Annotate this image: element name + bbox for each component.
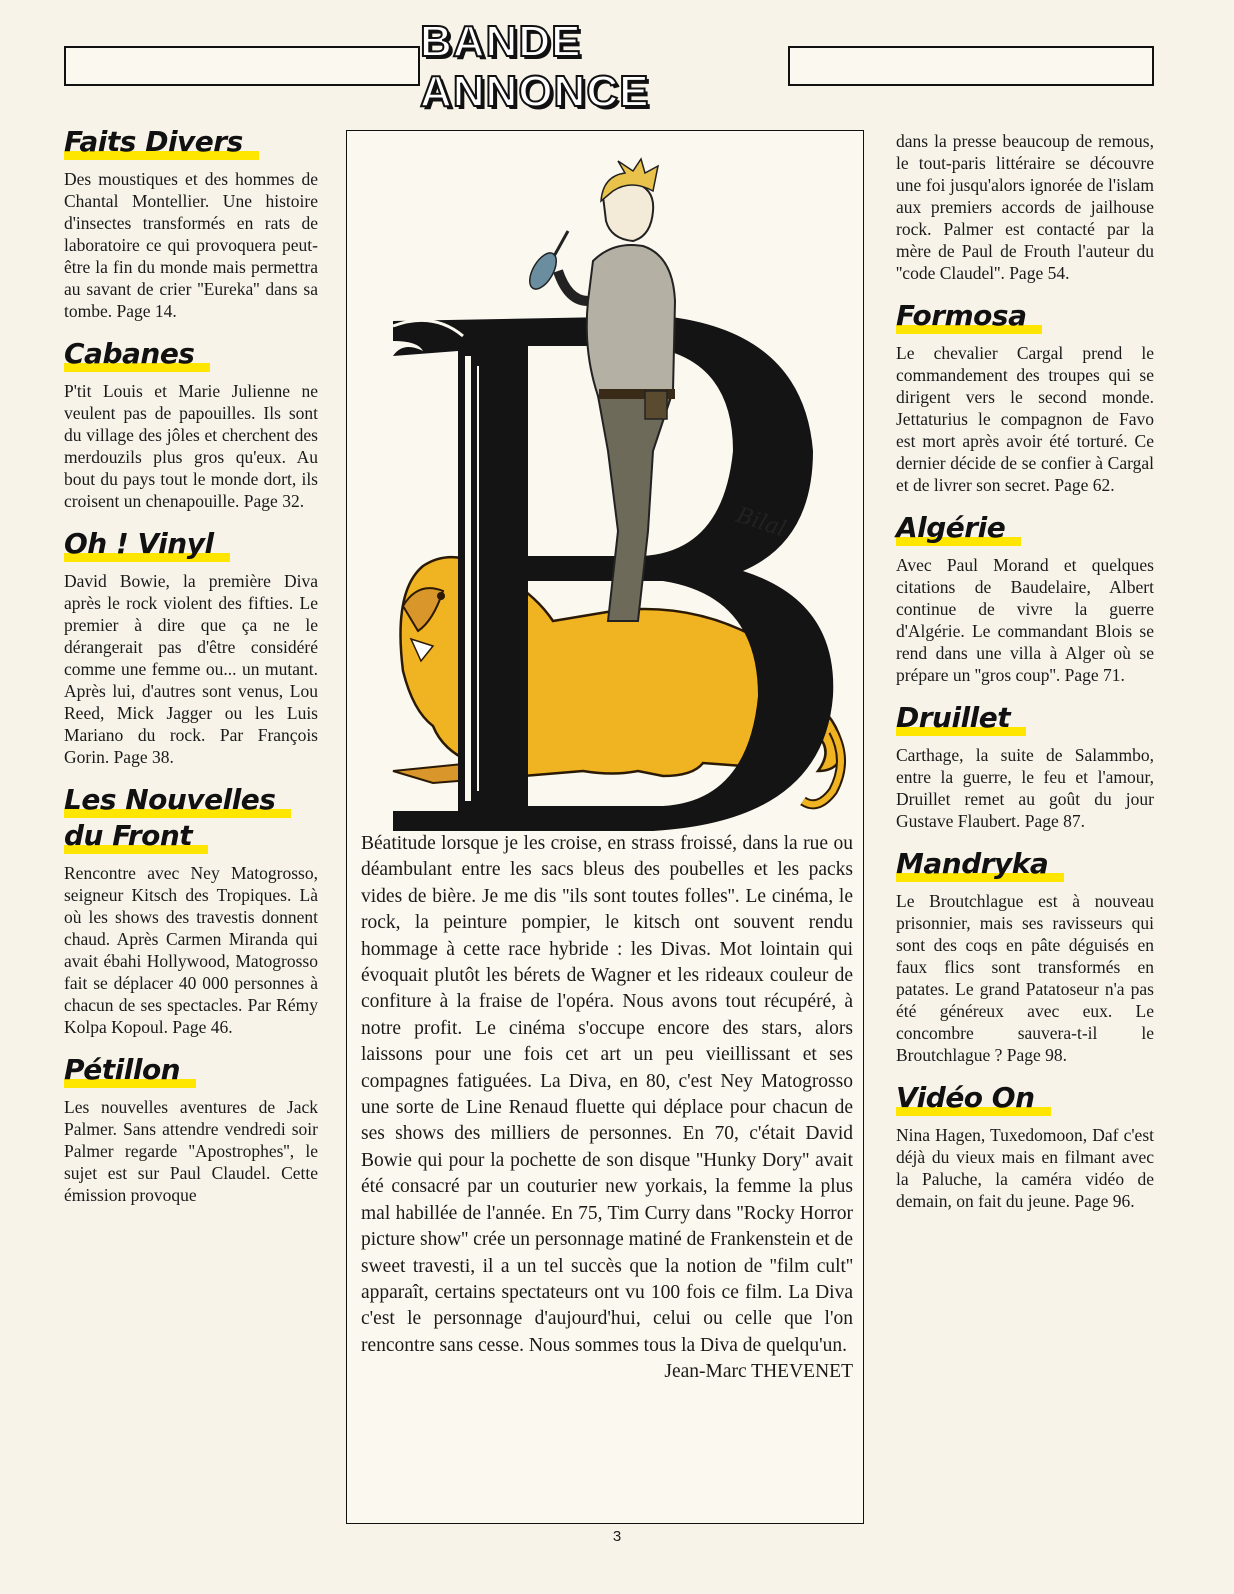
section-cabanes: [64, 336, 318, 512]
section-oh-vinyl: [64, 526, 318, 768]
section-title: Formosa: [896, 298, 1042, 334]
section-title: Pétillon: [64, 1052, 196, 1088]
editorial-body: Béatitude lorsque je les croise, en strass froissé, dans la rue ou déambulant entre les sacs bleus des poubelles et les packs vides de bière. Je me dis ''ils sont toutes folles''. Le cinéma, le rock, la peinture pompier, le kitsch ont souvent rendu hommage à cette race hybride : les Divas. Mot lointain qui évoquait plutôt les bérets de Wagner et les rideaux couleur de confiture à la fraise de l'opéra. Nous avons tout récupéré, à notre profit. Le cinéma s'occupe encore des stars, alors laissons pour une fois cet art un peu vieillissant et ses compagnes fatiguées. La Diva, en 80, c'est Ney Matogrosso une sorte de Line Renaud fluette qui déplace pour chacun de ses shows des milliers de personnes. En 70, c'était David Bowie qui pour la pochette de son disque ''Hunky Dory'' avait été consacré par un couturier new yorkais, la femme la plus mal habillée de l'année. En 75, Tim Curry dans ''Rocky Horror picture show'' crée un personnage matiné de Frankenstein et de sweet travesti, il a un tel succès que la notion de ''film cult'' apparaît, certains spectateurs ont vu 100 fois ce film. La Diva c'est le personnage d'aujourd'hui, celui ou celle que l'on rencontre sans cesse. Nous sommes tous la Diva de quelqu'un.: [361, 833, 853, 1356]
drop-cap-illustration: [363, 151, 849, 841]
editorial-text: [361, 831, 853, 1386]
section-title: Faits Divers: [64, 124, 259, 160]
petillon-continuation: dans la presse beaucoup de remous, le tout-paris littéraire se découvre une foi jusqu'alors ignorée de l'islam aux premiers accords de jailhouse rock. Palmer est contacté par la mère de Paul de Frouth l'auteur du ''code Claudel''. Page 54.: [896, 131, 1154, 283]
section-algerie: [896, 510, 1154, 686]
section-body: David Bowie, la première Diva après le rock violent des fifties. Le premier à dire que ça ne le dérangerait pas d'être considéré comme une femme ou... un mutant. Après lui, d'autres sont venus, Lou Reed, Mick Jagger ou les Luis Mariano du rock. Par François Gorin. Page 38.: [64, 571, 318, 767]
header-rule-left: [64, 46, 420, 86]
section-body: P'tit Louis et Marie Julienne ne veulent pas de papouilles. Ils sont du village des jôles et cherchent des merdouzils plus gros qu'eux. Au bout du pays tout le monde dort, ils croisent un chenapouille. Page 32.: [64, 381, 318, 511]
section-petillon: [64, 1052, 318, 1206]
editorial-box: [346, 130, 864, 1524]
figure-character: [524, 159, 675, 621]
section-druillet: [896, 700, 1154, 832]
section-body: Nina Hagen, Tuxedomoon, Daf c'est déjà du vieux mais en filmant avec la Paluche, la caméra vidéo de demain, on fait du jeune. Page 96.: [896, 1125, 1154, 1211]
section-body: Les nouvelles aventures de Jack Palmer. Sans attendre vendredi soir Palmer regarde ''Apostrophes'', le sujet est sur Paul Claudel. Cette émission provoque: [64, 1097, 318, 1205]
section-title: Algérie: [896, 510, 1021, 546]
editorial-author: Jean-Marc THEVENET: [664, 1361, 853, 1383]
section-title: Vidéo On: [896, 1080, 1051, 1116]
section-les-nouvelles-du-front: [64, 782, 318, 1038]
section-title-line-2: du Front: [64, 818, 208, 854]
section-title: Les Nouvelles: [64, 782, 291, 818]
left-column: [64, 124, 318, 1220]
section-body: Rencontre avec Ney Matogrosso, seigneur Kitsch des Tropiques. Là où les shows des travestis donnent chaud. Après Carmen Miranda qui avait ébahi Hollywood, Matogrosso fait se déplacer 40 000 personnes à chacun de ses spectacles. Par Rémy Kolpa Kopoul. Page 46.: [64, 863, 318, 1037]
signature-text: Bilal: [733, 502, 789, 543]
section-video-on: [896, 1080, 1154, 1212]
section-body: Des moustiques et des hommes de Chantal Montellier. Une histoire d'insectes transformés en rats de laboratoire ce qui provoquera peut-être la fin du monde mais permettra au savant de crier ''Eureka'' dans sa tombe. Page 14.: [64, 169, 318, 321]
page-title: BANDE ANNONCE: [420, 17, 650, 116]
page-number: 3: [612, 1528, 622, 1545]
section-title: Mandryka: [896, 846, 1064, 882]
header-rule-right: [788, 46, 1154, 86]
section-body: Le chevalier Cargal prend le commandement des troupes qui se dirigent vers le second monde. Jettaturius le compagnon de Favo est mort après avoir été torturé. Ce dernier décide de se confier à Cargal et de livrer son secret. Page 62.: [896, 343, 1154, 495]
section-body: Avec Paul Morand et quelques citations de Baudelaire, Albert continue de vivre la guerre d'Algérie. Le commandant Blois se rend dans une villa à Alger où se prépare un ''gros coup''. Page 71.: [896, 555, 1154, 685]
section-title: Cabanes: [64, 336, 210, 372]
section-mandryka: [896, 846, 1154, 1066]
right-column: [896, 130, 1154, 1226]
section-title: Druillet: [896, 700, 1026, 736]
section-title: Oh ! Vinyl: [64, 526, 230, 562]
section-faits-divers: [64, 124, 318, 322]
section-body: Le Broutchlague est à nouveau prisonnier, mais ses ravisseurs qui sont des coqs en pâte déguisés en faux flics sont transformés en patates. Le grand Patatoseur n'a pas été généreux avec eux. Le concombre sauvera-t-il le Broutchlague ? Page 98.: [896, 891, 1154, 1065]
section-body: Carthage, la suite de Salammbo, entre la guerre, le feu et l'amour, Druillet remet au goût du jour Gustave Flaubert. Page 87.: [896, 745, 1154, 831]
section-formosa: [896, 298, 1154, 496]
